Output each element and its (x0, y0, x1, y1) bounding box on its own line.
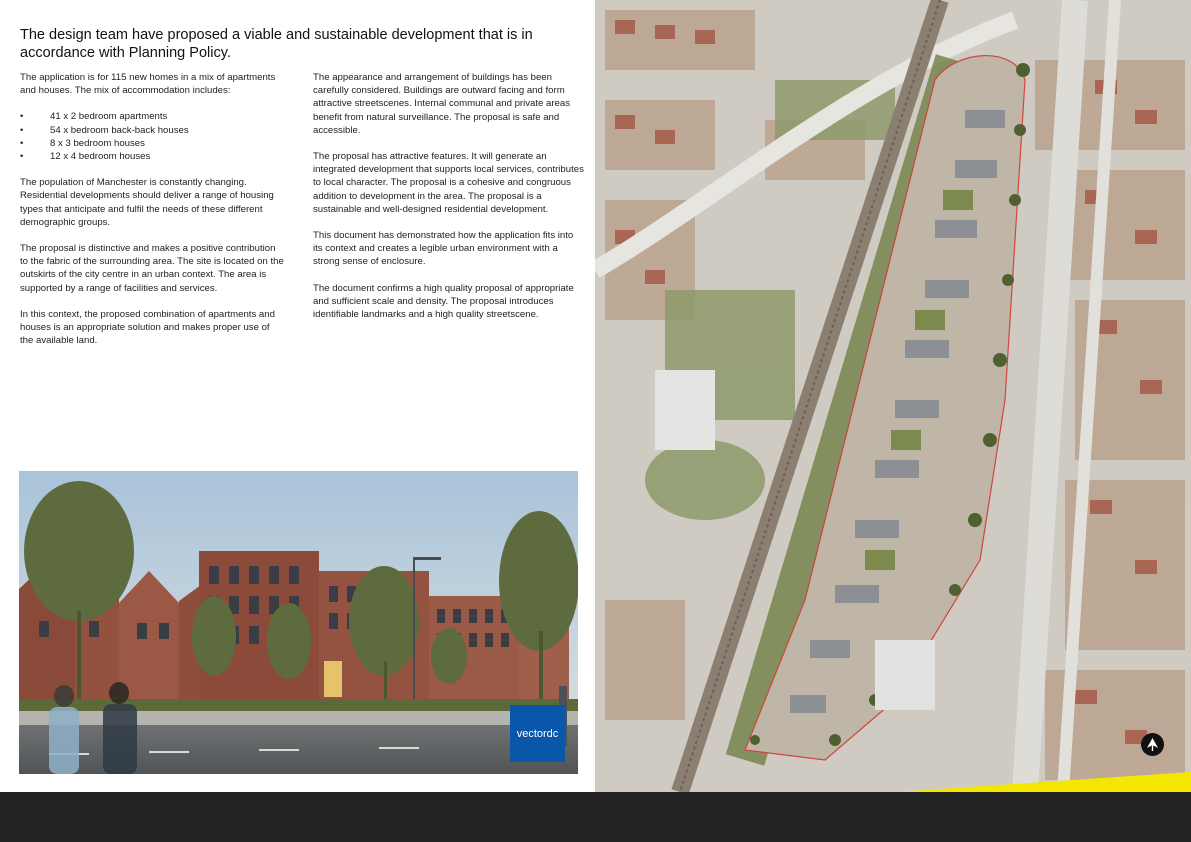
context-paragraph: In this context, the proposed combination of apartments and houses is an appropriate solution and makes proper use of the available land. (20, 308, 275, 347)
list-item: • 41 x 2 bedroom apartments (20, 110, 285, 123)
right-text-column (313, 71, 585, 334)
vectordc-logo: vectordc (510, 705, 565, 762)
site-plan-illustration (595, 0, 1191, 792)
features-paragraph: The proposal has attractive features. It will generate an integrated development that supports local services, contributes to local character. The proposal is a cohesive and congruous addition to development in the area. The proposal is a sustainable and well-designed residential development. (313, 151, 584, 215)
population-paragraph: The population of Manchester is constantly changing. Residential developments should deliver a range of housing types that anticipate and fulfil the needs of these different demographic groups. (20, 177, 274, 228)
list-item: • 8 x 3 bedroom houses (20, 137, 285, 150)
demonstrated-paragraph: This document has demonstrated how the application fits into its context and creates a legible urban environment with a strong sense of enclosure. (313, 230, 574, 268)
confirms-paragraph: The document confirms a high quality proposal of appropriate and sufficient scale and density. The proposal introduces identifiable landmarks and a high quality streetscene. (313, 282, 574, 321)
page-heading: The design team have proposed a viable and sustainable development that is in accordance with Planning Policy. (20, 27, 533, 61)
architectural-rendering (19, 471, 578, 774)
appearance-paragraph: The appearance and arrangement of buildings has been carefully considered. Buildings are outward facing and form attractive streetscenes. Internal communal and private areas benefit from natural surveillance. The proposal is safe and accessible. (313, 72, 571, 136)
list-item: • 54 x bedroom back-back houses (20, 124, 285, 137)
list-item: • 12 x 4 bedroom houses (20, 150, 285, 163)
aerial-site-plan (595, 0, 1191, 792)
accommodation-mix-list (20, 110, 285, 163)
intro-paragraph: The application is for 115 new homes in a mix of apartments and houses. The mix of accommodation includes: (20, 72, 276, 97)
distinctive-paragraph: The proposal is distinctive and makes a positive contribution to the fabric of the surrounding area. The site is located on the outskirts of the city centre in an urban context. The area is supported by a range of facilities and services. (20, 243, 284, 294)
north-arrow-icon (1141, 733, 1164, 756)
footer-bar (0, 792, 1191, 842)
rendering-illustration (19, 471, 578, 774)
left-text-column (20, 71, 285, 360)
